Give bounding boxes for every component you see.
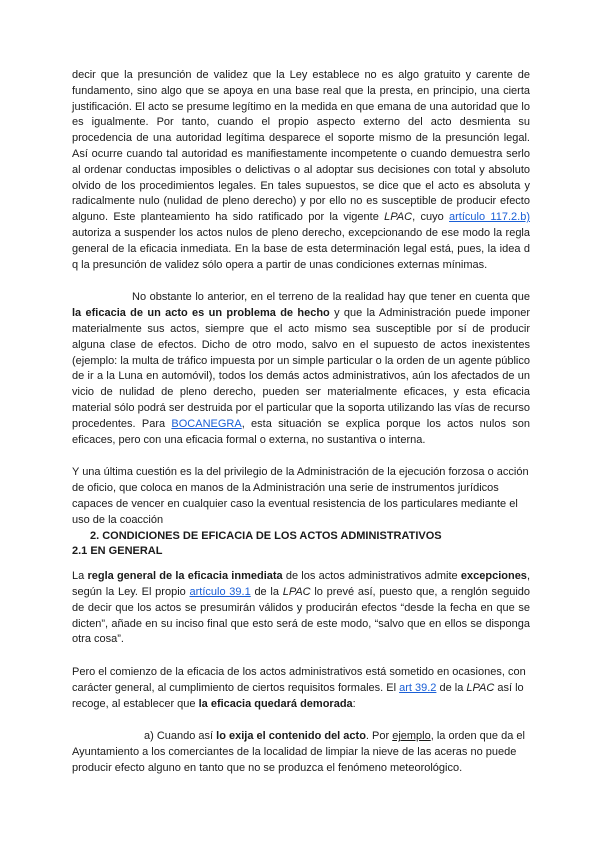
- lpac-ref: LPAC: [384, 211, 413, 224]
- link-articulo-39-1[interactable]: artículo 39.1: [189, 585, 251, 598]
- bold-contenido-acto: lo exija el contenido del acto: [216, 730, 366, 743]
- lpac-ref: LPAC: [466, 681, 495, 694]
- paragraph-ejecucion-forzosa: Y una última cuestión es la del privilegio de la Administración de la ejecución forzosa o acción de oficio, que coloca en manos de la Administración una serie de instrumentos jurídicos capaces de vencer en cualquier caso la eventual resistencia de los particulares mediante el uso de la coacción: [72, 466, 529, 526]
- lpac-ref: LPAC: [282, 585, 311, 598]
- underlined-ejemplo: ejemplo: [392, 730, 431, 743]
- bold-regla-general: regla general de la eficacia inmediata: [87, 570, 283, 583]
- section-heading-condiciones-eficacia: 2. CONDICIONES DE EFICACIA DE LOS ACTOS ADMINISTRATIVOS: [90, 529, 442, 542]
- paragraph-item-a: a) Cuando así lo exija el contenido del acto. Por ejemplo, la orden que da el Ayuntamiento a los comerciantes de la localidad de limpiar la nieve de las aceras no puede producir efecto alguno en tanto que no se produzca el fenómeno meteorológico.: [72, 730, 525, 775]
- paragraph-regla-general: La regla general de la eficacia inmediata de los actos administrativos admite excepciones, según la Ley. El propio artículo 39.1 de la LPAC lo prevé así, puesto que, a renglón seguido de decir que los actos se presumirán válidos y producirán efectos “desde la fecha en que se dicten”, añade en su inciso final que esto será de este modo, “salvo que en ellos se disponga otra cosa”.: [72, 570, 531, 646]
- bold-eficacia-demorada: la eficacia quedará demorada: [198, 697, 353, 710]
- document-page: [72, 68, 530, 777]
- subsection-heading-en-general: 2.1 EN GENERAL: [72, 545, 163, 558]
- link-articulo-117-2-b[interactable]: artículo 117.2.b): [449, 211, 530, 224]
- bold-excepciones: excepciones: [460, 570, 527, 583]
- bold-eficacia-problema-hecho: la eficacia de un acto es un problema de hecho: [72, 307, 330, 320]
- paragraph-eficacia-hecho: No obstante lo anterior, en el terreno de la realidad hay que tener en cuenta que la eficacia de un acto es un problema de hecho y que la Administración puede imponer materialmente sus actos, siempre que el acto mismo sea susceptible por sí de producir alguna clase de efectos. Dicho de otro modo, salvo en el supuesto de actos inexistentes (ejemplo: la multa de tráfico impuesta por un simple particular o la orden de un agente público de ir a la Luna en automóvil), todos los demás actos administrativos, aún los afectados de un vicio de nulidad de pleno derecho, pueden ser materialmente eficaces, y esta eficacia material sólo podrá ser destruida por el particular que la soporta utilizando las vías de recurso procedentes. Para BOCANEGRA, esta situación se explica porque los actos nulos son eficaces, pero con una eficacia formal o externa, no sustantiva o interna.: [72, 291, 530, 446]
- link-bocanegra[interactable]: BOCANEGRA: [171, 417, 242, 430]
- paragraph-presuncion-validez: decir que la presunción de validez que la Ley establece no es algo gratuito y carente de fundamento, sino algo que se apoya en una base real que la presta, en principio, una cierta justificación. El acto se presume legítimo en la medida en que emana de una autoridad que lo es igualmente. Por tanto, cuando el propio aspecto externo del acto desmienta su procedencia de una autoridad legítima desparece el soporte mismo de la presunción legal. Así ocurre cuando tal autoridad es manifiestamente incompetente o cuando demuestra serlo al ordenar conductas imposibles o delictivas o al adoptar sus decisiones con total y absoluto olvido de los procedimientos legales. En tales supuestos, se dice que el acto es absoluta y radicalmente nulo (nulidad de pleno derecho) y por ello no es susceptible de producir efecto alguno. Este planteamiento ha sido ratificado por la vigente LPAC, cuyo artículo 117.2.b) autoriza a suspender los actos nulos de pleno derecho, excepcionando de ese modo la regla general de la eficacia inmediata. En la base de esta determinación legal está, pues, la idea d q la presunción de validez sólo opera a partir de unas condiciones externas mínimas.: [72, 69, 530, 271]
- paragraph-requisitos-formales: Pero el comienzo de la eficacia de los actos administrativos está sometido en ocasiones, con carácter general, al cumplimiento de ciertos requisitos formales. El art 39.2 de la LPAC así lo recoge, al establecer que la eficacia quedará demorada:: [72, 666, 526, 710]
- link-art-39-2[interactable]: art 39.2: [399, 681, 437, 694]
